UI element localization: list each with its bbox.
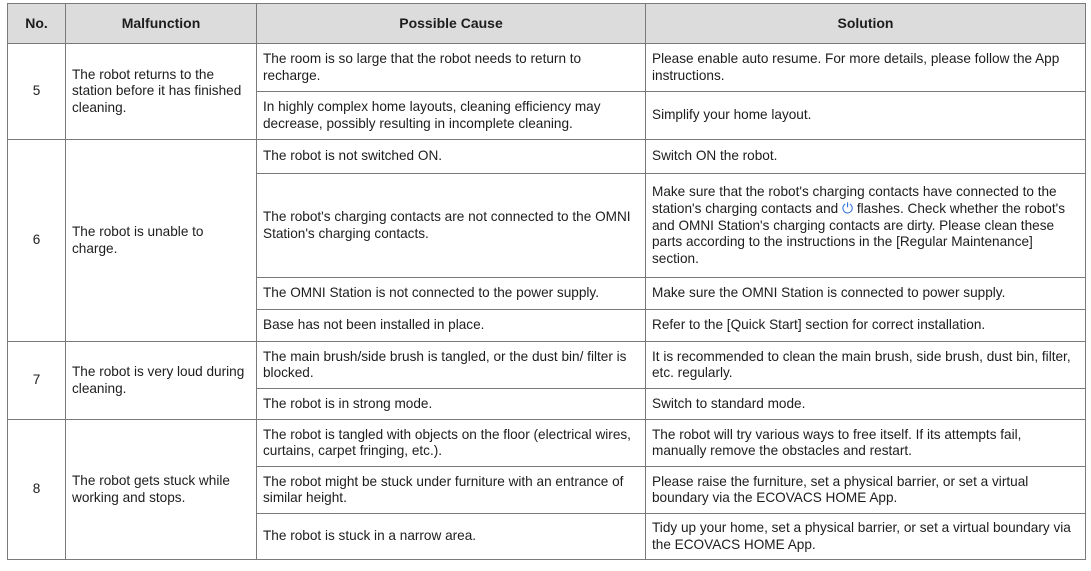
table-row — [8, 44, 1086, 92]
cause-cell: Base has not been installed in place. — [257, 310, 646, 342]
power-icon: ⏻ — [842, 200, 854, 217]
row-number: 8 — [8, 420, 66, 560]
cause-cell: The robot is in strong mode. — [257, 389, 646, 420]
solution-text-before: Make sure that the robot's charging contacts have connected to the station's charging contacts and — [652, 183, 1057, 217]
solution-cell: Refer to the [Quick Start] section for correct installation. — [646, 310, 1086, 342]
cause-cell: The robot is tangled with objects on the floor (electrical wires, curtains, carpet fringing, etc.). — [257, 420, 646, 467]
row-number: 7 — [8, 342, 66, 420]
solution-cell: The robot will try various ways to free itself. If its attempts fail, manually remove the obstacles and restart. — [646, 420, 1086, 467]
header-solution: Solution — [646, 4, 1086, 44]
cause-cell: The robot's charging contacts are not connected to the OMNI Station's charging contacts. — [257, 174, 646, 278]
solution-cell: Simplify your home layout. — [646, 92, 1086, 140]
cause-cell: The robot is stuck in a narrow area. — [257, 514, 646, 560]
solution-cell: Switch to standard mode. — [646, 389, 1086, 420]
solution-cell — [646, 174, 1086, 278]
malfunction-cell: The robot is very loud during cleaning. — [66, 342, 257, 420]
solution-cell: Please raise the furniture, set a physical barrier, or set a virtual boundary via the ECOVACS HOME App. — [646, 467, 1086, 514]
solution-cell: It is recommended to clean the main brush, side brush, dust bin, filter, etc. regularly. — [646, 342, 1086, 389]
solution-cell: Make sure the OMNI Station is connected to power supply. — [646, 278, 1086, 310]
row-number: 5 — [8, 44, 66, 140]
solution-cell: Switch ON the robot. — [646, 140, 1086, 174]
cause-cell: The main brush/side brush is tangled, or the dust bin/ filter is blocked. — [257, 342, 646, 389]
header-cause: Possible Cause — [257, 4, 646, 44]
table-row — [8, 420, 1086, 467]
cause-cell: The robot might be stuck under furniture with an entrance of similar height. — [257, 467, 646, 514]
solution-text-after: flashes. Check whether the robot's and OMNI Station's charging contacts are dirty. Please clean these parts according to the instructions in the [Regular Maintenance] section. — [652, 201, 1065, 266]
solution-cell: Please enable auto resume. For more details, please follow the App instructions. — [646, 44, 1086, 92]
cause-cell: The room is so large that the robot needs to return to recharge. — [257, 44, 646, 92]
header-malfunction: Malfunction — [66, 4, 257, 44]
row-number: 6 — [8, 140, 66, 342]
header-row — [8, 4, 1086, 44]
header-no: No. — [8, 4, 66, 44]
cause-cell: The robot is not switched ON. — [257, 140, 646, 174]
malfunction-cell: The robot gets stuck while working and stops. — [66, 420, 257, 560]
solution-cell: Tidy up your home, set a physical barrier, or set a virtual boundary via the ECOVACS HOME App. — [646, 514, 1086, 560]
table-row — [8, 140, 1086, 174]
table-row — [8, 342, 1086, 389]
malfunction-cell: The robot returns to the station before it has finished cleaning. — [66, 44, 257, 140]
cause-cell: The OMNI Station is not connected to the power supply. — [257, 278, 646, 310]
troubleshooting-table — [7, 3, 1086, 560]
malfunction-cell: The robot is unable to charge. — [66, 140, 257, 342]
cause-cell: In highly complex home layouts, cleaning efficiency may decrease, possibly resulting in incomplete cleaning. — [257, 92, 646, 140]
